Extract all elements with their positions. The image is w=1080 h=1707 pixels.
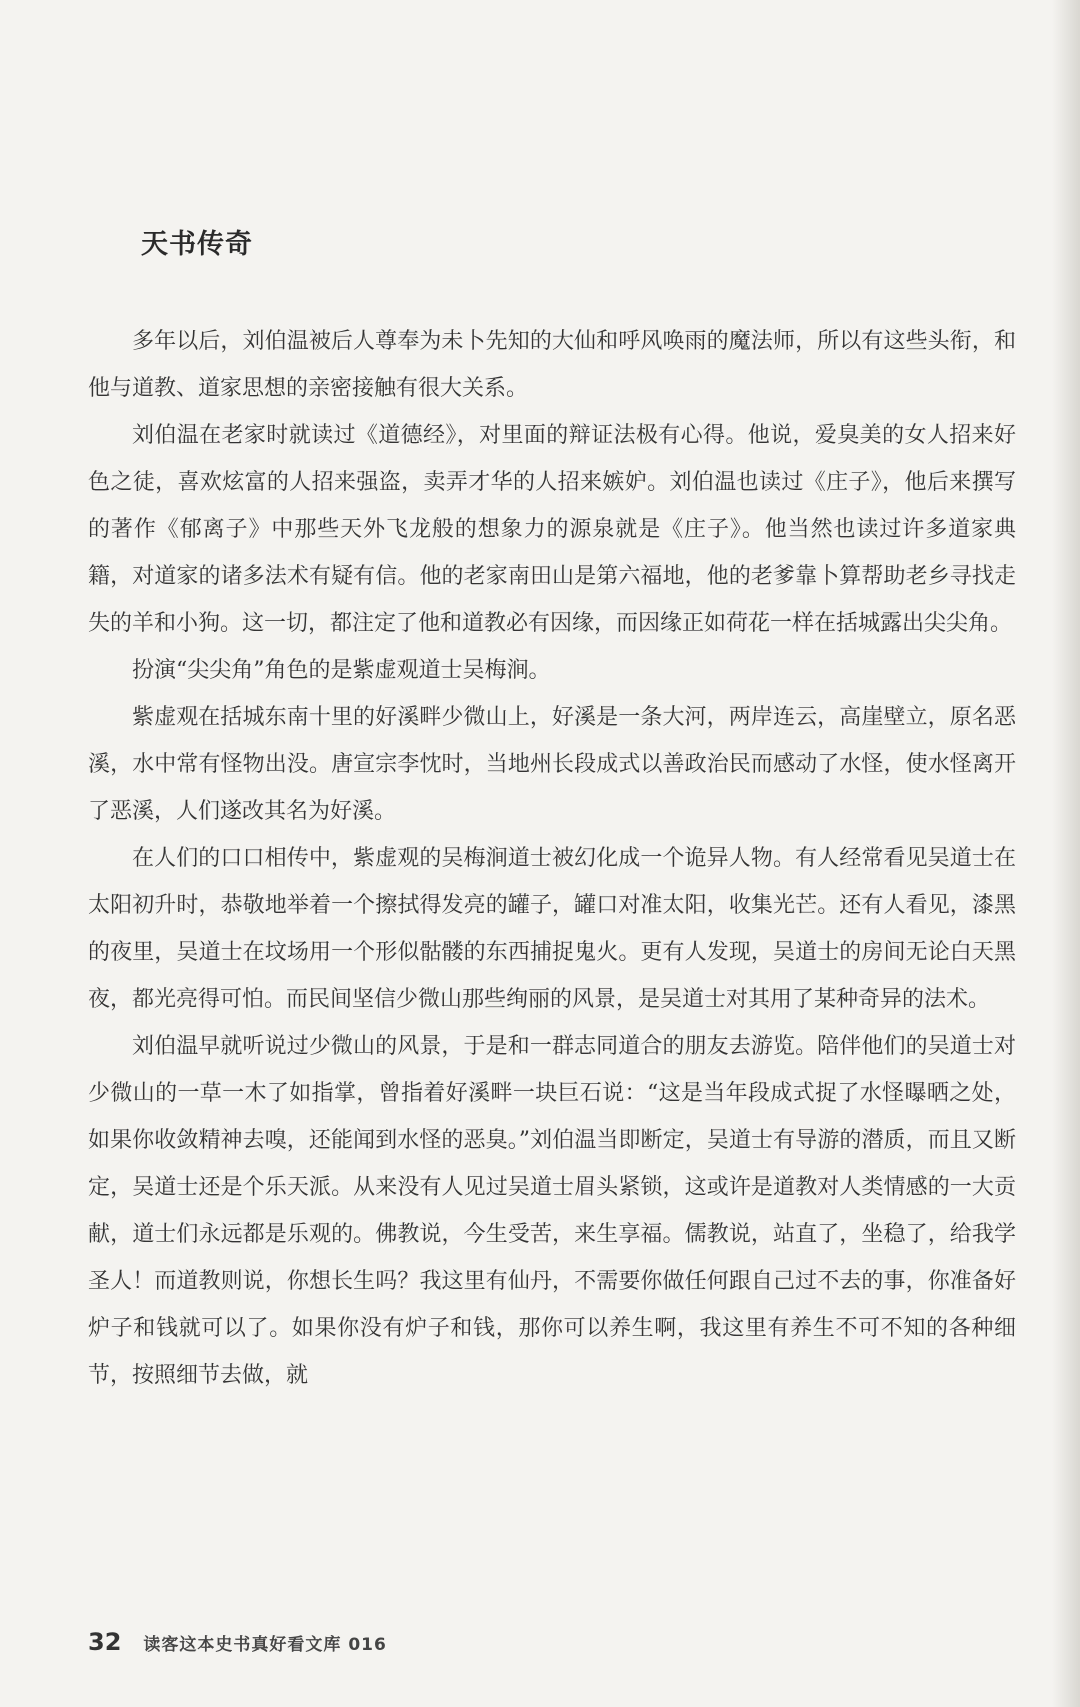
paragraph: 刘伯温早就听说过少微山的风景，于是和一群志同道合的朋友去游览。陪伴他们的吴道士对少微山的一草一木了如指掌，曾指着好溪畔一块巨石说：“这是当年段成式捉了水怪曝晒之处，如果你收敛精神去嗅，还能闻到水怪的恶臭。”刘伯温当即断定，吴道士有导游的潜质，而且又断定，吴道士还是个乐天派。从来没有人见过吴道士眉头紧锁，这或许是道教对人类情感的一大贡献，道士们永远都是乐观的。佛教说，今生受苦，来生享福。儒教说，站直了，坐稳了，给我学圣人！而道教则说，你想长生吗？我这里有仙丹，不需要你做任何跟自己过不去的事，你准备好炉子和钱就可以了。如果你没有炉子和钱，那你可以养生啊，我这里有养生不可不知的各种细节，按照细节去做，就 (88, 1034, 1016, 1388)
page-edge-shadow (1052, 0, 1080, 1707)
paragraph: 在人们的口口相传中，紫虚观的吴梅涧道士被幻化成一个诡异人物。有人经常看见吴道士在太阳初升时，恭敬地举着一个擦拭得发亮的罐子，罐口对准太阳，收集光芒。还有人看见，漆黑的夜里，吴道士在坟场用一个形似骷髅的东西捕捉鬼火。更有人发现，吴道士的房间无论白天黑夜，都光亮得可怕。而民间坚信少微山那些绚丽的风景，是吴道士对其用了某种奇异的法术。 (88, 846, 1016, 1012)
section-title: 天书传奇 (141, 229, 253, 260)
paragraph: 刘伯温在老家时就读过《道德经》，对里面的辩证法极有心得。他说，爱臭美的女人招来好色之徒，喜欢炫富的人招来强盗，卖弄才华的人招来嫉妒。刘伯温也读过《庄子》，他后来撰写的著作《郁离子》中那些天外飞龙般的想象力的源泉就是《庄子》。他当然也读过许多道家典籍，对道家的诸多法术有疑有信。他的老家南田山是第六福地，他的老爹靠卜算帮助老乡寻找走失的羊和小狗。这一切，都注定了他和道教必有因缘，而因缘正如荷花一样在括城露出尖尖角。 (88, 423, 1016, 636)
paragraph: 多年以后，刘伯温被后人尊奉为未卜先知的大仙和呼风唤雨的魔法师，所以有这些头衔，和他与道教、道家思想的亲密接触有很大关系。 (88, 329, 1016, 401)
paragraph: 紫虚观在括城东南十里的好溪畔少微山上，好溪是一条大河，两岸连云，高崖壁立，原名恶溪，水中常有怪物出没。唐宣宗李忱时，当地州长段成式以善政治民而感动了水怪，使水怪离开了恶溪，人们遂改其名为好溪。 (88, 705, 1016, 824)
page-footer (88, 1628, 387, 1656)
page-number: 32 (88, 1628, 122, 1656)
body-text (88, 318, 1016, 1399)
paragraph: 扮演“尖尖角”角色的是紫虚观道士吴梅涧。 (132, 658, 551, 683)
series-title: 读客这本史书真好看文库 016 (143, 1635, 387, 1655)
